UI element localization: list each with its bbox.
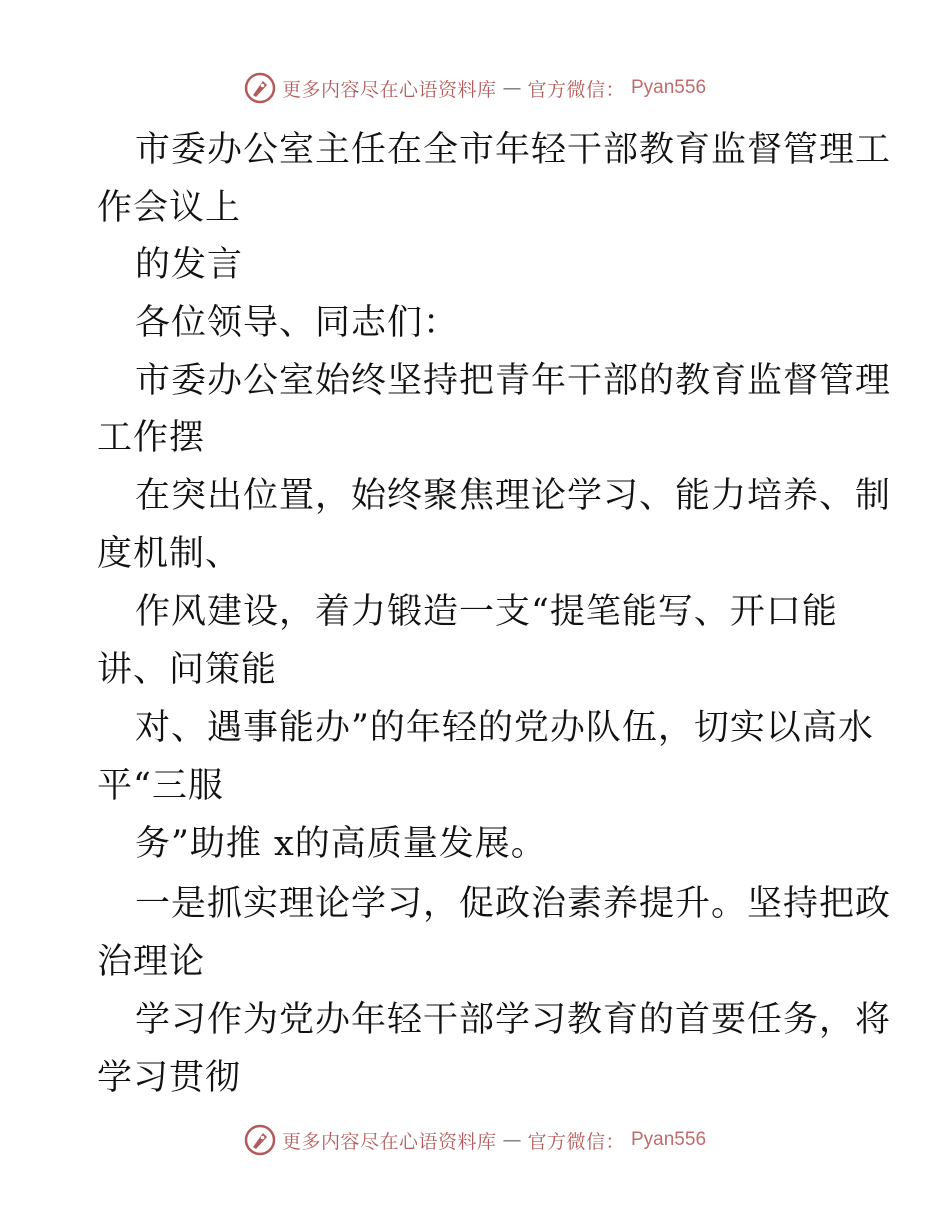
watermark-account-label: 官方微信： (527, 78, 625, 101)
watermark-account-id: Pyan556 (631, 1129, 707, 1150)
text-line: 讲、问策能 (97, 650, 278, 690)
watermark-separator: — (502, 1129, 522, 1151)
text-line: 作风建设，着力锻造一支“提笔能写、开口能 (135, 592, 838, 632)
text-line: 作会议上 (97, 188, 242, 228)
text-line: 度机制、 (97, 534, 242, 574)
text-line: 市委办公室主任在全市年轻干部教育监督管理工 (135, 130, 892, 170)
pen-nib-circle-icon (244, 1124, 276, 1156)
text-line: 的发言 (135, 245, 244, 285)
text-line: 市委办公室始终坚持把青年干部的教育监督管理 (135, 361, 892, 401)
text-line: 一是抓实理论学习，促政治素养提升。坚持把政 (135, 884, 892, 924)
watermark-text: 更多内容尽在心语资料库 (281, 78, 497, 101)
pen-nib-circle-icon (244, 72, 276, 104)
watermark-header (0, 72, 950, 104)
watermark-account-label: 官方微信： (527, 1130, 625, 1153)
watermark-text: 更多内容尽在心语资料库 (281, 1130, 497, 1153)
text-line: 学习作为党办年轻干部学习教育的首要任务，将 (135, 1000, 892, 1040)
text-line: 对、遇事能办”的年轻的党办队伍，切实以高水 (135, 708, 874, 748)
text-line: 各位领导、同志们： (135, 303, 460, 343)
watermark-footer (0, 1124, 950, 1156)
text-line: 在突出位置，始终聚焦理论学习、能力培养、制 (135, 476, 892, 516)
watermark-separator: — (502, 77, 522, 99)
text-line: 学习贯彻 (97, 1058, 242, 1098)
text-line: 治理论 (97, 942, 206, 982)
text-line: 工作摆 (97, 418, 206, 458)
watermark-account-id: Pyan556 (631, 77, 707, 98)
text-line: 平“三服 (97, 766, 224, 806)
text-line: 务”助推 x的高质量发展。 (135, 824, 547, 864)
